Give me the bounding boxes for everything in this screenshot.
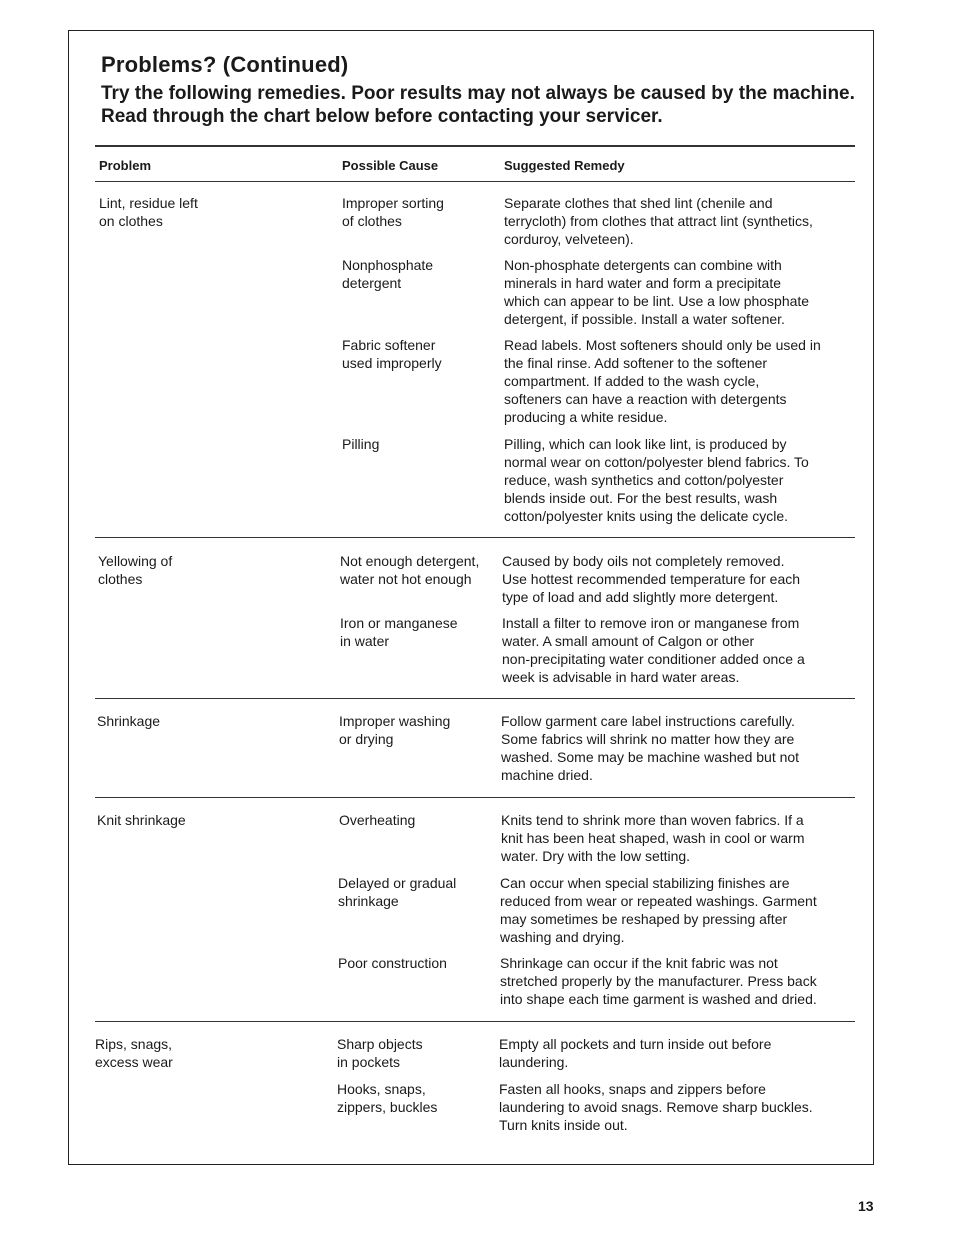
problem-shrinkage: Shrinkage — [97, 713, 161, 729]
remedy-iron-manganese: Install a filter to remove iron or manganese from water. A small amount of Calgon or other non-precipitating water conditioner added once a week is advisable in hard water areas. — [502, 615, 805, 685]
remedy-delayed-shrinkage: Can occur when special stabilizing finishes are reduced from wear or repeated washings. Garment may sometimes be reshaped by pressing after washing and drying. — [500, 875, 817, 945]
problem-rips-snags: Rips, snags, excess wear — [95, 1036, 173, 1070]
intro-text: Try the following remedies. Poor results may not always be caused by the machine. Read through the chart below before contacting your servicer. — [101, 83, 855, 127]
cause-not-enough-detergent: Not enough detergent, water not hot enough — [340, 553, 480, 587]
group-divider — [95, 797, 855, 798]
problem-lint: Lint, residue left on clothes — [99, 195, 198, 229]
column-header-remedy: Suggested Remedy — [504, 158, 625, 173]
cause-pilling: Pilling — [342, 436, 380, 452]
group-divider — [95, 1021, 855, 1022]
remedy-poor-construction: Shrinkage can occur if the knit fabric was not stretched properly by the manufacturer. Press back into shape each time garment is washed and dried. — [500, 955, 817, 1007]
cause-nonphosphate: Nonphosphate detergent — [342, 257, 434, 291]
remedy-improper-sorting: Separate clothes that shed lint (chenile and terrycloth) from clothes that attract lint (synthetics, corduroy, velveteen). — [504, 195, 813, 247]
remedy-fabric-softener: Read labels. Most softeners should only be used in the final rinse. Add softener to the softener compartment. If added to the wash cycle, softeners can have a reaction with detergents producing a white residue. — [504, 337, 821, 425]
group-divider — [95, 537, 855, 538]
cause-sharp-objects: Sharp objects in pockets — [337, 1036, 423, 1070]
header-top-rule — [95, 145, 855, 147]
cause-iron-manganese: Iron or manganese in water — [340, 615, 458, 649]
problem-knit-shrinkage: Knit shrinkage — [97, 812, 186, 828]
column-header-problem: Problem — [99, 158, 152, 173]
cause-improper-sorting: Improper sorting of clothes — [342, 195, 444, 229]
remedy-nonphosphate: Non-phosphate detergents can combine with minerals in hard water and form a precipitate which can appear to be lint. Use a low phosphate detergent, if possible. Install a water softener. — [504, 257, 810, 327]
remedy-pilling: Pilling, which can look like lint, is produced by normal wear on cotton/polyester blend fabrics. To reduce, wash synthetics and cotton/polyester blends inside out. For the best results, wash cotton/polyester knits using the delicate cycle. — [504, 436, 809, 524]
page-title: Problems? (Continued) — [101, 52, 349, 77]
remedy-sharp-objects: Empty all pockets and turn inside out before laundering. — [499, 1036, 772, 1070]
remedy-not-enough-detergent: Caused by body oils not completely removed. Use hottest recommended temperature for each type of load and add slightly more detergent. — [502, 553, 801, 605]
cause-hooks-snaps: Hooks, snaps, zippers, buckles — [337, 1081, 438, 1115]
cause-poor-construction: Poor construction — [338, 955, 447, 971]
remedy-overheating: Knits tend to shrink more than woven fabrics. If a knit has been heat shaped, wash in cool or warm water. Dry with the low setting. — [501, 812, 805, 864]
cause-fabric-softener: Fabric softener used improperly — [342, 337, 442, 371]
problem-yellowing: Yellowing of clothes — [98, 553, 173, 587]
cause-overheating: Overheating — [339, 812, 416, 828]
column-header-cause: Possible Cause — [342, 158, 439, 173]
header-bottom-rule — [95, 181, 855, 182]
remedy-hooks-snaps: Fasten all hooks, snaps and zippers before laundering to avoid snags. Remove sharp buckles. Turn knits inside out. — [499, 1081, 813, 1133]
cause-improper-washing: Improper washing or drying — [339, 713, 451, 747]
cause-delayed-shrinkage: Delayed or gradual shrinkage — [338, 875, 457, 909]
page-number: 13 — [858, 1198, 874, 1214]
group-divider — [95, 698, 855, 699]
remedy-improper-washing: Follow garment care label instructions carefully. Some fabrics will shrink no matter how they are washed. Some may be machine washed but not machine dried. — [501, 713, 800, 783]
